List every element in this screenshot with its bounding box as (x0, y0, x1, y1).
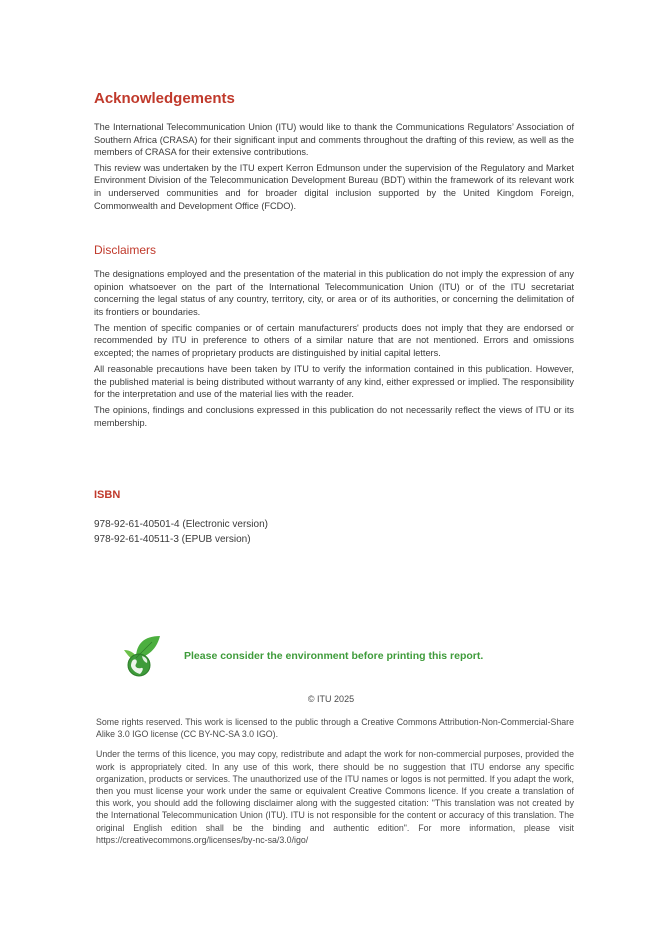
leaf-globe-icon (122, 634, 162, 678)
acknowledgements-paragraph: The International Telecommunication Union (ITU) would like to thank the Communications Regulators’ Association of Southern Africa (CRASA) for their significant input and comments throughout the drafting of this review, as well as the members of CRASA for their extensive contributions. (94, 122, 574, 158)
acknowledgements-section (94, 121, 574, 212)
acknowledgements-paragraph: This review was undertaken by the ITU expert Kerron Edmunson under the supervision of the Regulatory and Market Environment Division of the Telecommunication Development Bureau (BDT) within the framework of its relevant work in underserved communities and for broader digital inclusion supported by the United Kingdom Foreign, Commonwealth and Development Office (FCDO). (94, 162, 574, 211)
isbn-electronic: 978-92-61-40501-4 (Electronic version) (94, 519, 268, 530)
disclaimer-paragraph: The designations employed and the presentation of the material in this publication do not imply the expression of any opinion whatsoever on the part of the International Telecommunication Union (ITU) or of the ITU secretariat concerning the legal status of any country, territory, city, or area or of its authorities, or concerning the delimitation of its frontiers or boundaries. (94, 269, 574, 317)
copyright-notice: © ITU 2025 (307, 694, 355, 704)
environment-notice (122, 634, 522, 680)
environment-message: Please consider the environment before printing this report. (184, 650, 484, 662)
disclaimer-paragraph: The opinions, findings and conclusions expressed in this publication do not necessarily reflect the views of ITU or its membership. (94, 405, 574, 429)
disclaimer-paragraph: All reasonable precautions have been taken by ITU to verify the information contained in this publication. However, the published material is being distributed without warranty of any kind, either expressed or implied. The responsibility for the interpretation and use of the material lies with the reader. (94, 364, 574, 400)
license-terms: Under the terms of this licence, you may copy, redistribute and adapt the work for non-commercial purposes, provided the work is appropriately cited. In any use of this work, there should be no suggestion that ITU endorse any specific organization, products or services. The unauthorized use of the ITU names or logos is not permitted. If you adapt the work, then you must license your work under the same or equivalent Creative Commons licence. If you create a translation of this work, you should add the following disclaimer along with the suggested citation: "This translation was not created by the International Telecommunication Union (ITU). ITU is not responsible for the content or accuracy of this translation. The original English edition shall be the binding and authentic edition". For more information, please visit https://creativecommons.org/licenses/by-nc-sa/3.0/igo/ (96, 749, 574, 845)
license-summary: Some rights reserved. This work is licensed to the public through a Creative Commons Attribution-Non-Commercial-Share Alike 3.0 IGO license (CC BY-NC-SA 3.0 IGO). (96, 717, 574, 740)
isbn-epub: 978-92-61-40511-3 (EPUB version) (94, 534, 251, 545)
isbn-heading: ISBN (94, 489, 121, 501)
disclaimers-heading: Disclaimers (94, 243, 157, 257)
license-section (96, 716, 574, 846)
disclaimers-section (94, 268, 574, 430)
disclaimer-paragraph: The mention of specific companies or of certain manufacturers' products does not imply that they are endorsed or recommended by ITU in preference to others of a similar nature that are not mentioned. Errors and omissions excepted; the names of proprietary products are distinguished by initial capital letters. (94, 322, 574, 359)
acknowledgements-heading: Acknowledgements (94, 90, 235, 107)
isbn-section (94, 517, 574, 547)
